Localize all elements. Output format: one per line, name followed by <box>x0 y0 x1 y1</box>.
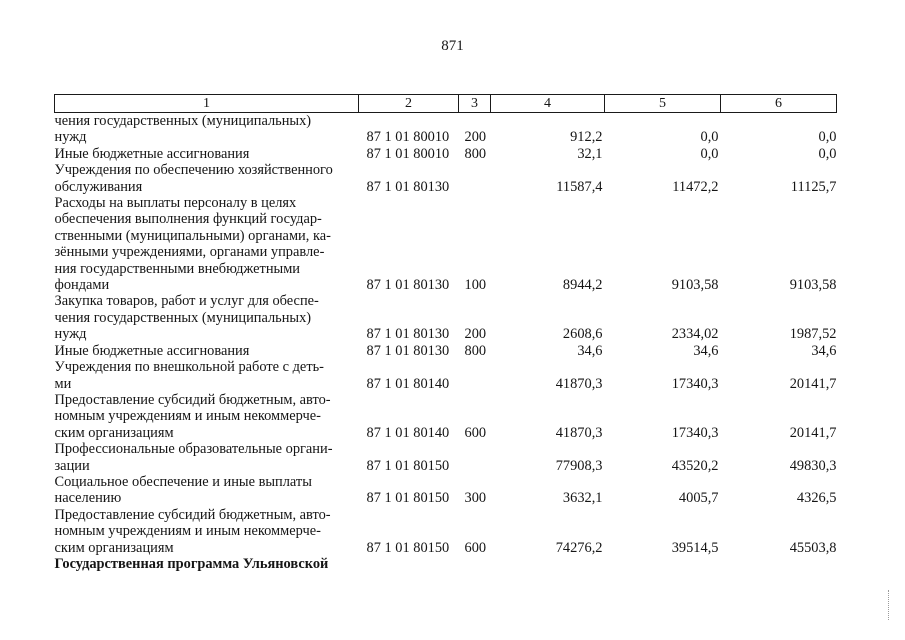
row-code: 87 1 01 80130 <box>366 326 450 343</box>
row-name <box>55 359 359 392</box>
header-col-6: 6 <box>721 95 837 113</box>
row-expense-type: 200 <box>464 326 487 343</box>
row-value-col6: 0,0 <box>818 129 837 146</box>
row-name-line: Предоставление субсидий бюджетным, авто- <box>54 391 331 408</box>
row-expense-type: 100 <box>464 277 487 294</box>
table-row <box>55 146 837 162</box>
row-value-col5: 39514,5 <box>671 539 719 556</box>
table-row <box>55 441 837 474</box>
row-value-col4: 77908,3 <box>555 457 603 474</box>
row-name <box>55 343 359 359</box>
header-col-4: 4 <box>491 95 605 113</box>
row-code: 87 1 01 80130 <box>366 342 450 359</box>
row-name-line: ским организациям <box>54 539 174 556</box>
row-name-line: нужд <box>54 129 87 146</box>
row-name-line: населению <box>54 490 122 507</box>
row-expense-type <box>459 556 491 572</box>
row-name-line: обеспечения выполнения функций государ- <box>54 211 322 228</box>
row-value-col6: 0,0 <box>818 145 837 162</box>
row-code: 87 1 01 80150 <box>366 457 450 474</box>
table-row <box>55 392 837 441</box>
row-value-col5: 9103,58 <box>671 277 719 294</box>
row-name <box>55 441 359 474</box>
row-value-col6: 11125,7 <box>790 178 837 195</box>
row-name-line: Предоставление субсидий бюджетным, авто- <box>54 506 331 523</box>
row-value-col5: 0,0 <box>700 145 719 162</box>
row-name-line: ми <box>54 375 72 392</box>
row-expense-type: 800 <box>464 342 487 359</box>
row-name-line: чения государственных (муниципальных) <box>54 309 312 326</box>
row-name-line: зёнными учреждениями, органами управле- <box>54 244 325 261</box>
row-expense-type: 200 <box>464 129 487 146</box>
row-name-line: обслуживания <box>54 178 143 195</box>
row-code: 87 1 01 80150 <box>366 490 450 507</box>
row-expense-type <box>459 162 491 195</box>
row-name-line: Расходы на выплаты персоналу в целях <box>54 195 297 212</box>
row-code: 87 1 01 80130 <box>366 277 450 294</box>
row-name <box>55 556 359 572</box>
row-value-col5: 34,6 <box>693 342 719 359</box>
row-name <box>55 162 359 195</box>
row-name-line: зации <box>54 457 90 474</box>
row-value-col6 <box>721 556 837 572</box>
row-value-col4: 41870,3 <box>555 424 603 441</box>
row-value-col4: 32,1 <box>577 145 603 162</box>
row-code <box>359 556 459 572</box>
table-body <box>55 113 837 573</box>
row-name-line: фондами <box>54 277 110 294</box>
row-value-col4: 8944,2 <box>562 277 603 294</box>
table-row <box>55 507 837 556</box>
row-value-col5: 17340,3 <box>671 424 719 441</box>
row-name <box>55 113 359 146</box>
row-value-col6: 9103,58 <box>789 277 837 294</box>
row-name-line: Иные бюджетные ассигнования <box>54 145 250 162</box>
row-name <box>55 507 359 556</box>
row-name <box>55 392 359 441</box>
row-value-col6: 4326,5 <box>796 490 837 507</box>
row-value-col4: 912,2 <box>570 129 603 146</box>
header-col-2: 2 <box>359 95 459 113</box>
row-value-col5: 0,0 <box>700 129 719 146</box>
row-value-col5 <box>605 556 721 572</box>
row-code: 87 1 01 80150 <box>366 539 450 556</box>
row-name-line: Социальное обеспечение и иные выплаты <box>54 473 312 490</box>
row-name <box>55 293 359 342</box>
table-row <box>55 113 837 146</box>
row-value-col6: 1987,52 <box>789 326 837 343</box>
row-value-col4: 11587,4 <box>556 178 603 195</box>
table-row <box>55 359 837 392</box>
row-name-line: Профессиональные образовательные органи- <box>54 441 333 458</box>
table-row <box>55 293 837 342</box>
row-name <box>55 474 359 507</box>
row-code: 87 1 01 80140 <box>366 424 450 441</box>
row-name-line: чения государственных (муниципальных) <box>54 113 312 129</box>
row-value-col6: 45503,8 <box>789 539 837 556</box>
row-expense-type: 600 <box>464 424 487 441</box>
row-value-col4: 34,6 <box>577 342 603 359</box>
row-name-line: Учреждения по внешкольной работе с деть- <box>54 359 324 376</box>
row-name-line: ственными (муниципальными) органами, ка- <box>54 227 331 244</box>
row-expense-type: 300 <box>464 490 487 507</box>
row-value-col4: 2608,6 <box>562 326 603 343</box>
row-name-line: Государственная программа Ульяновской <box>54 555 329 572</box>
row-value-col5: 43520,2 <box>671 457 719 474</box>
header-col-5: 5 <box>605 95 721 113</box>
table-row <box>55 474 837 507</box>
row-value-col4: 41870,3 <box>555 375 603 392</box>
row-name-line: Учреждения по обеспечению хозяйственного <box>54 162 333 179</box>
row-name-line: номным учреждениям и иным некоммерче- <box>54 523 321 540</box>
row-code: 87 1 01 80140 <box>366 375 450 392</box>
page-number: 871 <box>441 38 464 54</box>
header-col-1: 1 <box>55 95 359 113</box>
row-name-line: Иные бюджетные ассигнования <box>54 342 250 359</box>
margin-marks <box>888 590 893 620</box>
table-row <box>55 556 837 572</box>
table-row <box>55 162 837 195</box>
row-value-col5: 11472,2 <box>672 178 719 195</box>
row-name-line: ским организациям <box>54 424 174 441</box>
row-value-col5: 17340,3 <box>671 375 719 392</box>
header-col-3: 3 <box>459 95 491 113</box>
budget-table <box>54 94 837 572</box>
row-name-line: нужд <box>54 326 87 343</box>
row-value-col5: 4005,7 <box>678 490 719 507</box>
row-code: 87 1 01 80010 <box>366 129 450 146</box>
row-code: 87 1 01 80130 <box>366 178 450 195</box>
row-expense-type: 800 <box>464 145 487 162</box>
row-code: 87 1 01 80010 <box>366 145 450 162</box>
row-name <box>55 146 359 162</box>
row-expense-type <box>459 359 491 392</box>
table-row <box>55 343 837 359</box>
row-expense-type <box>459 441 491 474</box>
row-value-col6: 34,6 <box>811 342 837 359</box>
table-row <box>55 195 837 293</box>
row-name-line: Закупка товаров, работ и услуг для обеспе- <box>54 293 319 310</box>
row-value-col4: 74276,2 <box>555 539 603 556</box>
row-name-line: номным учреждениям и иным некоммерче- <box>54 408 321 425</box>
row-value-col4: 3632,1 <box>562 490 603 507</box>
row-name-line: ния государственными внебюджетными <box>54 260 301 277</box>
row-value-col6: 49830,3 <box>789 457 837 474</box>
row-value-col4 <box>491 556 605 572</box>
row-value-col5: 2334,02 <box>671 326 719 343</box>
row-value-col6: 20141,7 <box>789 424 837 441</box>
header-row <box>55 95 837 113</box>
row-value-col6: 20141,7 <box>789 375 837 392</box>
row-name <box>55 195 359 293</box>
row-expense-type: 600 <box>464 539 487 556</box>
